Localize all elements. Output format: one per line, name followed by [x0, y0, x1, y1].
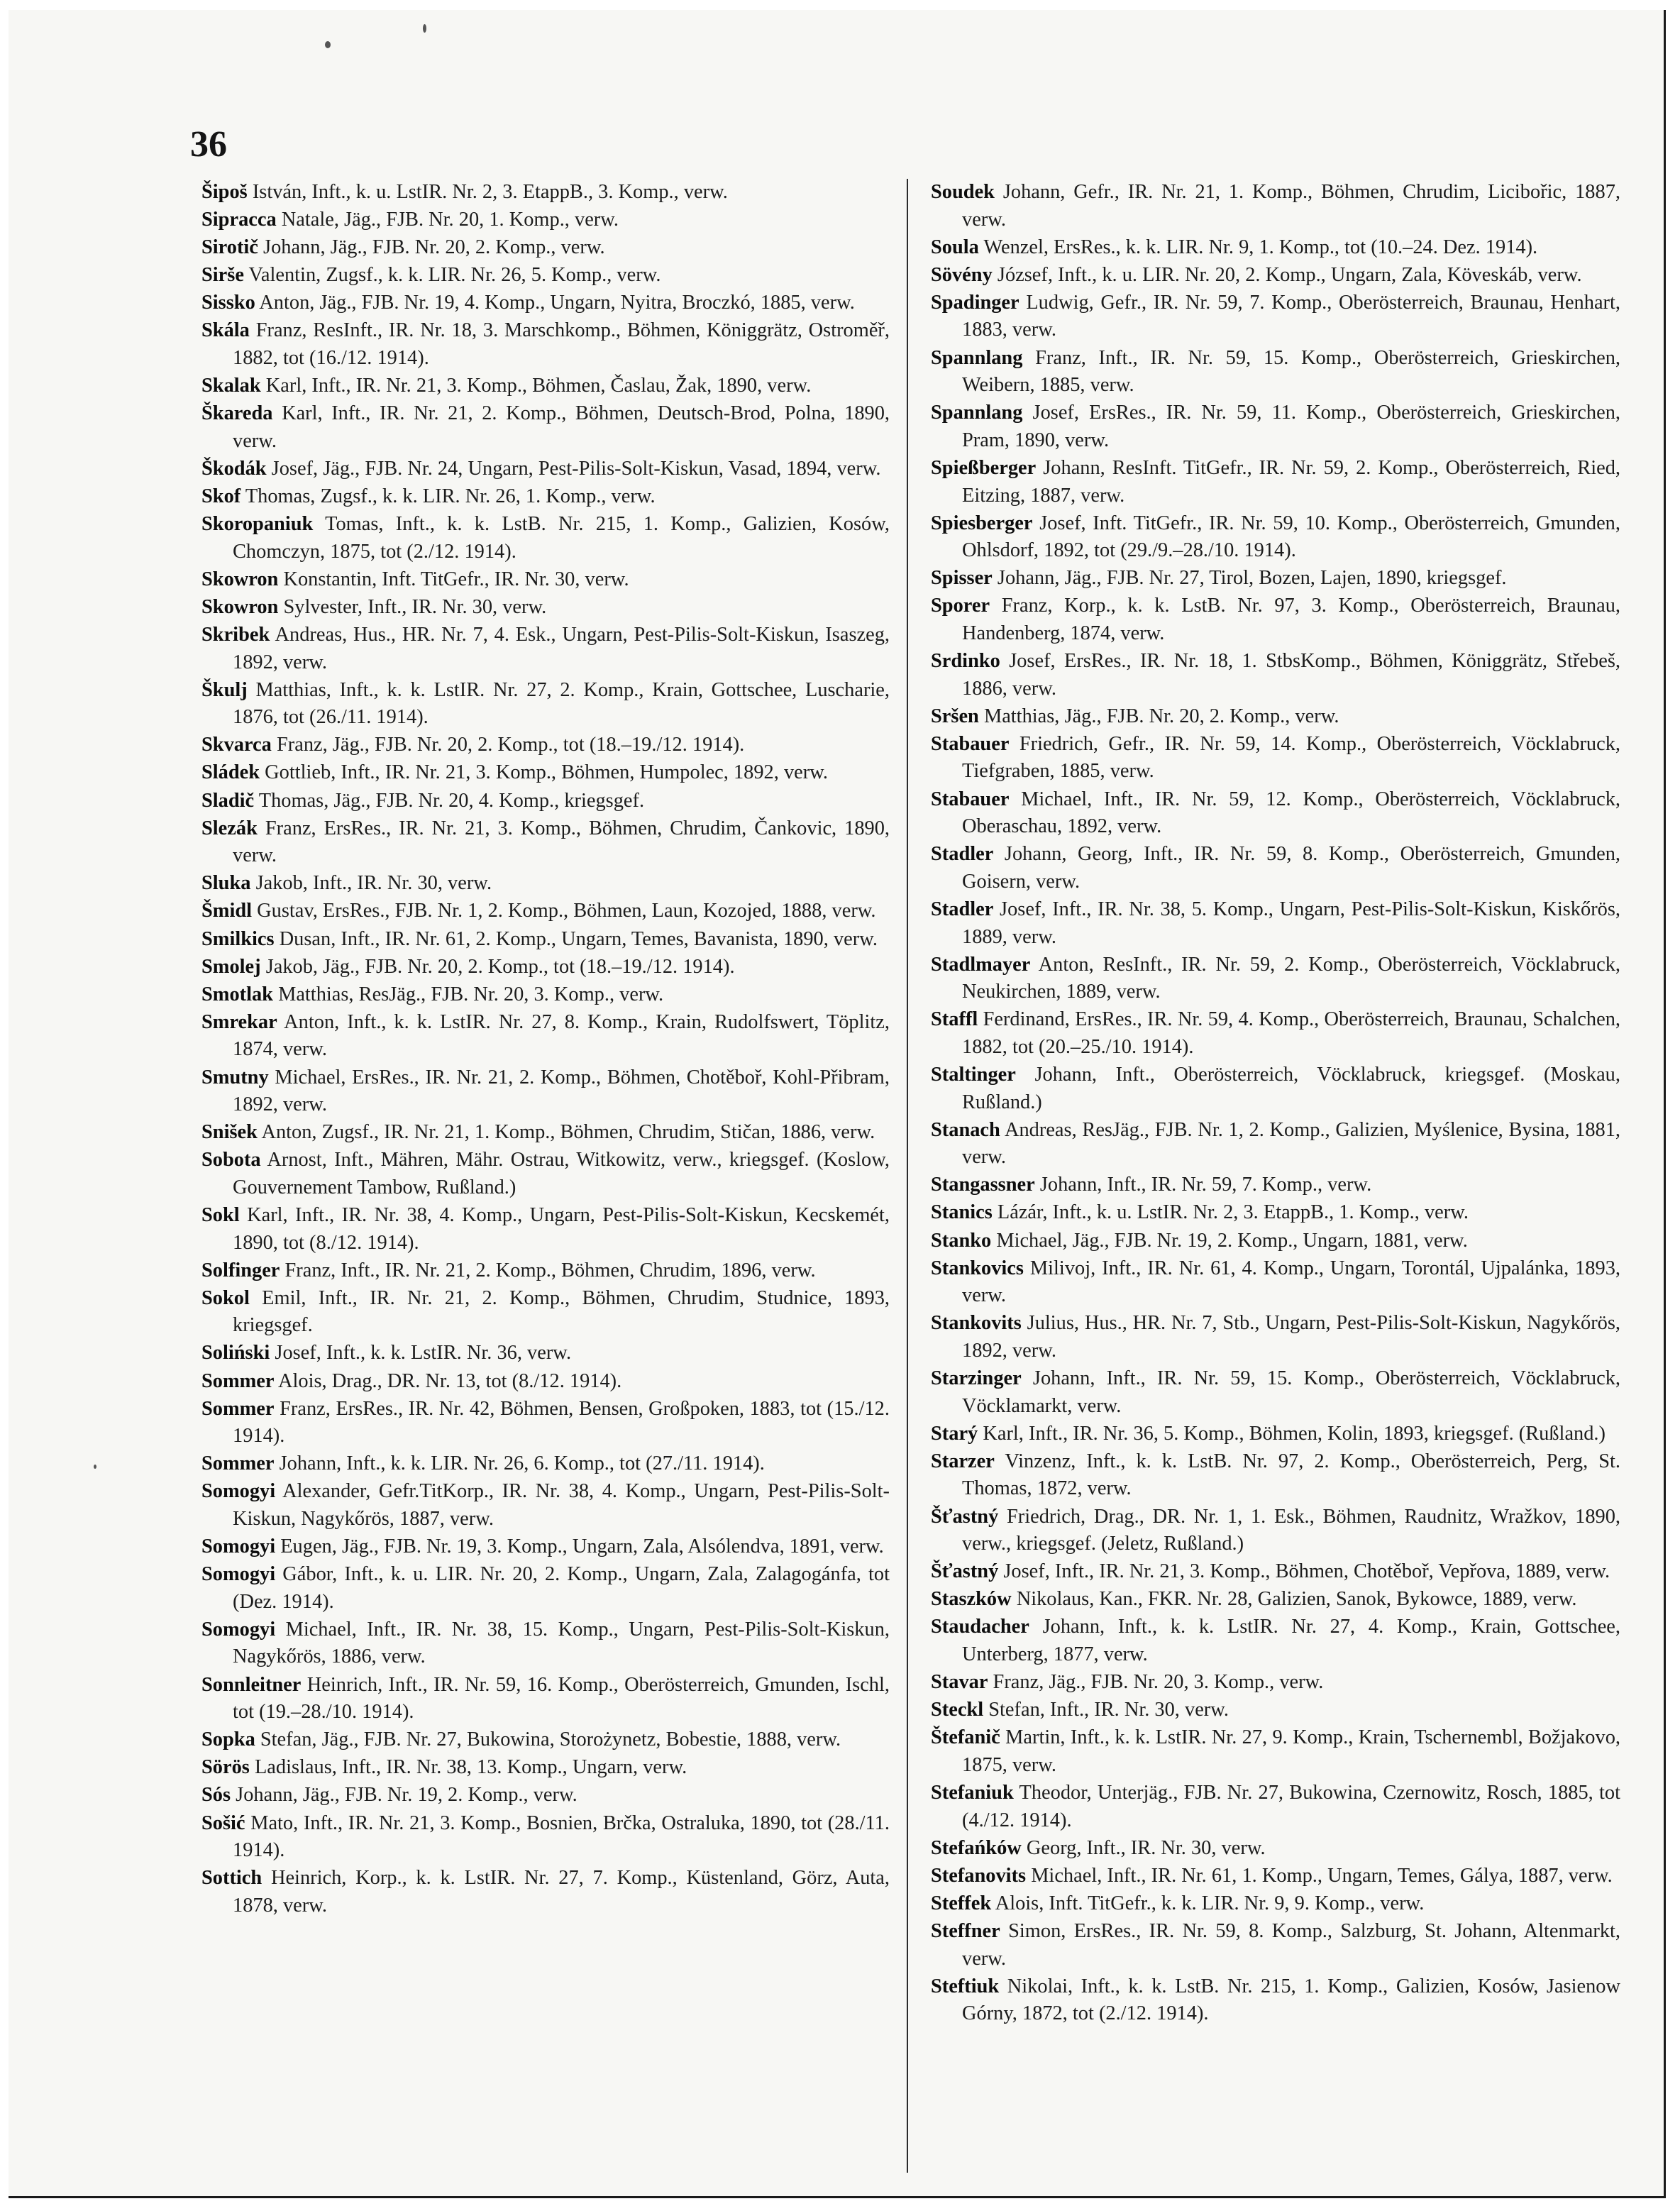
entry-details: Ferdinand, ErsRes., IR. Nr. 59, 4. Komp., Oberösterreich, Braunau, Schalchen, 1882, tot (20.–25./10. 1914). — [962, 1008, 1620, 1058]
entry-details: Sylvester, Inft., IR. Nr. 30, verw. — [283, 595, 547, 618]
entry-surname: Skribek — [201, 624, 270, 646]
entry-surname: Sottich — [201, 1867, 262, 1890]
entry-details: Johann, Jäg., FJB. Nr. 20, 2. Komp., verw. — [263, 236, 605, 259]
page-number: 36 — [190, 124, 227, 165]
register-entry — [201, 1368, 890, 1396]
entry-details: Josef, Inft. TitGefr., IR. Nr. 59, 10. Komp., Oberösterreich, Gmunden, Ohlsdorf, 1892, tot (29./9.–28./10. 1914). — [962, 512, 1620, 562]
entry-details: Johann, ResInft. TitGefr., IR. Nr. 59, 2. Komp., Oberösterreich, Ried, Eitzing, 1887, verw. — [962, 456, 1620, 507]
entry-details: Natale, Jäg., FJB. Nr. 20, 1. Komp., verw. — [281, 209, 619, 231]
entry-details: Mato, Inft., IR. Nr. 21, 3. Komp., Bosnien, Brčka, Ostraluka, 1890, tot (28./11. 1914). — [233, 1812, 890, 1862]
entry-details: Tomas, Inft., k. k. LstB. Nr. 215, 1. Komp., Galizien, Kosów, Chomczyn, 1875, tot (2./12. 1914). — [233, 513, 890, 563]
entry-surname: Somogyi — [201, 1618, 276, 1641]
entry-details: Matthias, Inft., k. k. LstIR. Nr. 27, 2. Komp., Krain, Gottschee, Luscharie, 1876, tot (26./11. 1914). — [233, 678, 890, 729]
entry-surname: Stanics — [931, 1201, 993, 1224]
register-entry — [931, 1973, 1620, 2028]
entry-details: Johann, Jäg., FJB. Nr. 27, Tirol, Bozen, Lajen, 1890, kriegsgef. — [997, 567, 1507, 590]
register-entry — [201, 1561, 890, 1616]
entry-surname: Sörös — [201, 1756, 250, 1779]
entry-surname: Sokl — [201, 1203, 240, 1226]
entry-surname: Stabauer — [931, 788, 1010, 810]
entry-surname: Šťastný — [931, 1560, 999, 1583]
register-entry — [931, 1171, 1620, 1199]
register-entry — [201, 206, 890, 234]
register-entry — [201, 1450, 890, 1478]
left-column — [201, 179, 890, 1920]
entry-details: Josef, Jäg., FJB. Nr. 24, Ungarn, Pest-Pilis-Solt-Kiskun, Vasad, 1894, verw. — [271, 457, 881, 480]
register-entry — [931, 1697, 1620, 1724]
entry-surname: Sommer — [201, 1369, 275, 1392]
entry-surname: Skowron — [201, 568, 279, 590]
register-entry — [201, 1478, 890, 1533]
register-entry — [931, 1228, 1620, 1255]
entry-surname: Škodák — [201, 457, 267, 480]
scan-speck — [325, 41, 331, 48]
entry-surname: Šťastný — [931, 1505, 999, 1528]
entry-surname: Sós — [201, 1784, 231, 1807]
register-entry — [201, 1064, 890, 1119]
entry-details: Johann, Inft., IR. Nr. 59, 15. Komp., Oberösterreich, Vöcklabruck, Vöcklamarkt, verw. — [962, 1367, 1620, 1417]
register-entry — [201, 456, 890, 483]
register-entry — [931, 1199, 1620, 1227]
entry-details: Franz, Jäg., FJB. Nr. 20, 2. Komp., tot (18.–19./12. 1914). — [276, 734, 745, 756]
entry-details: Heinrich, Korp., k. k. LstIR. Nr. 27, 7. Komp., Küstenland, Görz, Auta, 1878, verw. — [233, 1867, 890, 1917]
entry-surname: Stefanovits — [931, 1864, 1027, 1887]
entry-surname: Smolej — [201, 955, 261, 978]
entry-details: Gottlieb, Inft., IR. Nr. 21, 3. Komp., Böhmen, Humpolec, 1892, verw. — [265, 761, 828, 784]
register-entry — [931, 1890, 1620, 1918]
register-entry — [931, 1006, 1620, 1061]
entry-surname: Sonnleitner — [201, 1673, 302, 1696]
entry-surname: Skowron — [201, 595, 279, 618]
entry-surname: Skvarca — [201, 734, 272, 756]
register-entry — [201, 1782, 890, 1809]
register-entry — [201, 1672, 890, 1726]
entry-surname: Sirše — [201, 264, 244, 287]
entry-surname: Soula — [931, 236, 979, 258]
register-entry — [201, 511, 890, 566]
entry-surname: Stankovics — [931, 1257, 1024, 1279]
entry-surname: Stadlmayer — [931, 953, 1031, 976]
register-entry — [931, 1918, 1620, 1973]
entry-details: Franz, Korp., k. k. LstB. Nr. 97, 3. Komp., Oberösterreich, Braunau, Handenberg, 1874, verw. — [962, 595, 1620, 644]
register-entry — [931, 345, 1620, 399]
register-entry — [201, 732, 890, 759]
entry-details: Gábor, Inft., k. u. LIR. Nr. 20, 2. Komp., Ungarn, Zala, Zalagogánfa, tot (Dez. 1914). — [233, 1563, 890, 1613]
entry-surname: Sövény — [931, 263, 993, 286]
register-entry — [931, 1586, 1620, 1614]
entry-surname: Somogyi — [201, 1480, 276, 1503]
register-entry — [931, 234, 1620, 262]
entry-details: Thomas, Zugsf., k. k. LIR. Nr. 26, 1. Komp., verw. — [245, 485, 656, 508]
entry-surname: Sobota — [201, 1149, 261, 1171]
entry-surname: Smrekar — [201, 1010, 277, 1033]
register-entry — [201, 926, 890, 954]
entry-details: Konstantin, Inft. TitGefr., IR. Nr. 30, verw. — [283, 568, 629, 590]
register-entry — [931, 1255, 1620, 1310]
register-entry — [201, 1754, 890, 1782]
entry-details: Johann, Inft., k. k. LIR. Nr. 26, 6. Komp., tot (27./11. 1914). — [279, 1452, 765, 1475]
entry-details: Jakob, Inft., IR. Nr. 30, verw. — [255, 872, 492, 895]
register-entry — [201, 1533, 890, 1561]
entry-details: Nikolai, Inft., k. k. LstB. Nr. 215, 1. Komp., Galizien, Kosów, Jasienow Górny, 1872, tot (2./12. 1914). — [962, 1975, 1620, 2025]
register-entry — [201, 400, 890, 455]
register-entry — [931, 1669, 1620, 1697]
right-column — [931, 179, 1620, 2028]
entry-details: Eugen, Jäg., FJB. Nr. 19, 3. Komp., Ungarn, Zala, Alsólendva, 1891, verw. — [280, 1535, 884, 1558]
entry-details: Josef, Inft., IR. Nr. 21, 3. Komp., Böhmen, Chotěboř, Vepřova, 1889, verw. — [1003, 1560, 1610, 1583]
register-entry — [201, 981, 890, 1009]
entry-details: Nikolaus, Kan., FKR. Nr. 28, Galizien, Sanok, Bykowce, 1889, verw. — [1016, 1588, 1577, 1611]
entry-details: Franz, Jäg., FJB. Nr. 20, 3. Komp., verw. — [993, 1671, 1324, 1694]
register-entry — [201, 1810, 890, 1865]
scan-speck — [423, 24, 426, 33]
register-entry — [931, 1365, 1620, 1420]
entry-details: Karl, Inft., IR. Nr. 38, 4. Komp., Ungarn, Pest-Pilis-Solt-Kiskun, Kecskemét, 1890, tot (8./12. 1914). — [233, 1203, 890, 1254]
entry-surname: Sirotič — [201, 236, 258, 259]
register-entry — [201, 290, 890, 317]
entry-surname: Steckl — [931, 1699, 984, 1721]
entry-surname: Stanach — [931, 1118, 1000, 1141]
entry-details: Karl, Inft., IR. Nr. 36, 5. Komp., Böhmen, Kolin, 1893, kriegsgef. (Rußland.) — [983, 1422, 1606, 1445]
register-entry — [201, 234, 890, 262]
register-entry — [201, 1202, 890, 1257]
entry-surname: Starzinger — [931, 1367, 1022, 1390]
entry-surname: Soliński — [201, 1342, 270, 1364]
entry-surname: Stadler — [931, 843, 994, 866]
register-entry — [931, 786, 1620, 841]
register-entry — [931, 1724, 1620, 1779]
entry-surname: Somogyi — [201, 1535, 276, 1558]
entry-details: Jakob, Jäg., FJB. Nr. 20, 2. Komp., tot (18.–19./12. 1914). — [265, 955, 735, 978]
register-entry — [931, 731, 1620, 785]
register-entry — [201, 262, 890, 290]
entry-details: Johann, Inft., Oberösterreich, Vöcklabruck, kriegsgef. (Moskau, Rußland.) — [962, 1064, 1620, 1113]
entry-details: Michael, Inft., IR. Nr. 59, 12. Komp., Oberösterreich, Vöcklabruck, Oberaschau, 1892, verw. — [962, 788, 1620, 838]
entry-surname: Skalak — [201, 375, 261, 397]
entry-surname: Štefanič — [931, 1726, 1000, 1749]
entry-surname: Snišek — [201, 1121, 258, 1144]
entry-surname: Skála — [201, 319, 250, 342]
entry-surname: Spiesberger — [931, 512, 1033, 534]
register-entry — [931, 1310, 1620, 1364]
entry-surname: Stanko — [931, 1229, 992, 1252]
register-entry — [201, 1396, 890, 1450]
register-entry — [931, 1835, 1620, 1863]
entry-details: Milivoj, Inft., IR. Nr. 61, 4. Komp., Ungarn, Torontál, Ujpalánka, 1893, verw. — [962, 1257, 1620, 1307]
register-entry — [931, 179, 1620, 233]
register-entry — [931, 952, 1620, 1006]
entry-surname: Steftiuk — [931, 1975, 1000, 1997]
entry-surname: Staszków — [931, 1588, 1012, 1611]
entry-surname: Sopka — [201, 1728, 255, 1751]
entry-details: Gustav, ErsRes., FJB. Nr. 1, 2. Komp., Böhmen, Laun, Kozojed, 1888, verw. — [257, 900, 876, 922]
register-entry — [201, 788, 890, 815]
register-entry — [201, 373, 890, 400]
column-divider — [907, 179, 908, 2173]
register-entry — [931, 1448, 1620, 1503]
entry-details: Alexander, Gefr.TitKorp., IR. Nr. 38, 4. Komp., Ungarn, Pest-Pilis-Solt-Kiskun, Nagykőrös, 1887, verw. — [233, 1480, 890, 1530]
register-entry — [201, 759, 890, 787]
entry-details: Anton, ResInft., IR. Nr. 59, 2. Komp., Oberösterreich, Vöcklabruck, Neukirchen, 1889, verw. — [962, 953, 1621, 1003]
entry-surname: Sporer — [931, 595, 990, 617]
entry-surname: Stabauer — [931, 732, 1010, 755]
entry-details: Anton, Zugsf., IR. Nr. 21, 1. Komp., Böhmen, Chrudim, Stičan, 1886, verw. — [261, 1121, 875, 1144]
entry-surname: Skof — [201, 485, 241, 508]
register-entry — [201, 954, 890, 981]
entry-surname: Stankovits — [931, 1312, 1022, 1335]
register-entry — [931, 455, 1620, 509]
entry-details: Johann, Inft., IR. Nr. 59, 7. Komp., verw. — [1039, 1174, 1372, 1196]
entry-surname: Spadinger — [931, 291, 1019, 314]
entry-surname: Sommer — [201, 1452, 275, 1475]
entry-details: Franz, Inft., IR. Nr. 59, 15. Komp., Oberösterreich, Grieskirchen, Weibern, 1885, verw. — [962, 346, 1620, 397]
register-entry — [201, 483, 890, 511]
entry-details: Andreas, Hus., HR. Nr. 7, 4. Esk., Ungarn, Pest-Pilis-Solt-Kiskun, Isaszeg, 1892, verw. — [233, 624, 890, 673]
entry-details: Thomas, Jäg., FJB. Nr. 20, 4. Komp., kriegsgef. — [258, 789, 645, 812]
entry-details: Franz, ErsRes., IR. Nr. 42, Böhmen, Bensen, Großpoken, 1883, tot (15./12. 1914). — [233, 1397, 890, 1448]
register-entry — [931, 1504, 1620, 1558]
register-entry — [201, 317, 890, 372]
entry-details: Johann, Georg, Inft., IR. Nr. 59, 8. Komp., Oberösterreich, Gmunden, Goisern, verw. — [962, 843, 1620, 893]
register-entry — [201, 594, 890, 622]
entry-surname: Srdinko — [931, 650, 1000, 673]
register-entry — [931, 565, 1620, 592]
entry-surname: Sipracca — [201, 209, 277, 231]
entry-details: Josef, ErsRes., IR. Nr. 59, 11. Komp., Oberösterreich, Grieskirchen, Pram, 1890, verw. — [962, 402, 1620, 451]
entry-surname: Šmidl — [201, 900, 253, 922]
entry-surname: Solfinger — [201, 1259, 280, 1281]
entry-surname: Sladič — [201, 789, 255, 812]
entry-details: Josef, Inft., IR. Nr. 38, 5. Komp., Ungarn, Pest-Pilis-Solt-Kiskun, Kiskőrös, 1889, verw. — [962, 898, 1620, 948]
entry-surname: Staltinger — [931, 1064, 1016, 1086]
register-entry — [201, 870, 890, 898]
entry-details: Ludwig, Gefr., IR. Nr. 59, 7. Komp., Oberösterreich, Braunau, Henhart, 1883, verw. — [962, 291, 1620, 341]
entry-surname: Stavar — [931, 1671, 988, 1694]
entry-details: Ladislaus, Inft., IR. Nr. 38, 13. Komp., Ungarn, verw. — [254, 1756, 687, 1779]
register-entry — [201, 622, 890, 676]
entry-details: Simon, ErsRes., IR. Nr. 59, 8. Komp., Salzburg, St. Johann, Altenmarkt, verw. — [962, 1919, 1620, 1970]
entry-surname: Steffek — [931, 1892, 992, 1914]
entry-details: Emil, Inft., IR. Nr. 21, 2. Komp., Böhmen, Chrudim, Studnice, 1893, kriegsgef. — [233, 1286, 890, 1337]
register-entry — [931, 592, 1620, 647]
entry-details: Matthias, Jäg., FJB. Nr. 20, 2. Komp., verw. — [983, 705, 1339, 727]
entry-surname: Stefańków — [931, 1836, 1022, 1859]
register-entry — [931, 1062, 1620, 1116]
entry-surname: Stefaniuk — [931, 1781, 1014, 1804]
entry-surname: Škulj — [201, 678, 248, 701]
entry-surname: Slezák — [201, 817, 258, 839]
entry-details: Matthias, ResJäg., FJB. Nr. 20, 3. Komp., verw. — [278, 983, 664, 1005]
register-entry — [931, 262, 1620, 290]
entry-surname: Spießberger — [931, 456, 1037, 479]
entry-details: Friedrich, Gefr., IR. Nr. 59, 14. Komp., Oberösterreich, Vöcklabruck, Tiefgraben, 1885, verw. — [962, 732, 1620, 783]
register-entry — [931, 1863, 1620, 1890]
entry-surname: Sommer — [201, 1397, 275, 1420]
entry-details: Karl, Inft., IR. Nr. 21, 2. Komp., Böhmen, Deutsch-Brod, Polna, 1890, verw. — [233, 402, 890, 452]
entry-surname: Sissko — [201, 292, 255, 314]
entry-details: Johann, Gefr., IR. Nr. 21, 1. Komp., Böhmen, Chrudim, Licibořic, 1887, verw. — [962, 181, 1620, 231]
entry-details: Martin, Inft., k. k. LstIR. Nr. 27, 9. Komp., Krain, Tschernembl, Božjakovo, 1875, verw. — [962, 1726, 1620, 1776]
entry-details: Stefan, Inft., IR. Nr. 30, verw. — [988, 1699, 1229, 1721]
entry-details: Vinzenz, Inft., k. k. LstB. Nr. 97, 2. Komp., Oberösterreich, Perg, St. Thomas, 1872, verw. — [962, 1450, 1620, 1500]
entry-surname: Spisser — [931, 567, 993, 590]
entry-surname: Škareda — [201, 402, 273, 425]
register-entry — [931, 1117, 1620, 1171]
entry-details: István, Inft., k. u. LstIR. Nr. 2, 3. EtappB., 3. Komp., verw. — [252, 181, 728, 203]
entry-surname: Sluka — [201, 872, 251, 895]
register-entry — [201, 677, 890, 732]
entry-details: Wenzel, ErsRes., k. k. LIR. Nr. 9, 1. Komp., tot (10.–24. Dez. 1914). — [983, 236, 1538, 258]
register-entry — [201, 1257, 890, 1285]
register-entry — [931, 510, 1620, 565]
entry-details: Josef, ErsRes., IR. Nr. 18, 1. StbsKomp., Böhmen, Königgrätz, Střebeš, 1886, verw. — [962, 650, 1620, 700]
entry-details: Michael, Inft., IR. Nr. 38, 15. Komp., Ungarn, Pest-Pilis-Solt-Kiskun, Nagykőrös, 1886, verw. — [233, 1618, 890, 1668]
entry-surname: Smutny — [201, 1066, 269, 1088]
entry-details: József, Inft., k. u. LIR. Nr. 20, 2. Komp., Ungarn, Zala, Köveskáb, verw. — [997, 263, 1582, 286]
entry-surname: Spannlang — [931, 402, 1023, 424]
register-entry — [201, 1616, 890, 1671]
entry-details: Karl, Inft., IR. Nr. 21, 3. Komp., Böhmen, Časlau, Žak, 1890, verw. — [265, 375, 812, 397]
entry-details: Valentin, Zugsf., k. k. LIR. Nr. 26, 5. Komp., verw. — [248, 264, 661, 287]
register-entry — [201, 1009, 890, 1064]
entry-surname: Sošić — [201, 1812, 245, 1834]
entry-details: Alois, Drag., DR. Nr. 13, tot (8./12. 1914). — [278, 1369, 622, 1392]
entry-surname: Stangassner — [931, 1174, 1035, 1196]
entry-surname: Steffner — [931, 1919, 1000, 1942]
entry-surname: Somogyi — [201, 1563, 276, 1586]
register-entry — [201, 1285, 890, 1340]
register-entry — [201, 566, 890, 594]
register-entry — [201, 1726, 890, 1754]
entry-surname: Soudek — [931, 181, 995, 203]
register-entry — [931, 648, 1620, 702]
entry-surname: Sokol — [201, 1286, 250, 1309]
register-entry — [201, 815, 890, 870]
entry-details: Michael, Jäg., FJB. Nr. 19, 2. Komp., Ungarn, 1881, verw. — [996, 1229, 1468, 1252]
entry-surname: Šipoš — [201, 181, 248, 203]
register-entry — [201, 1147, 890, 1201]
entry-surname: Smotlak — [201, 983, 273, 1005]
register-entry — [931, 896, 1620, 951]
entry-details: Michael, Inft., IR. Nr. 61, 1. Komp., Ungarn, Temes, Gálya, 1887, verw. — [1031, 1864, 1613, 1887]
scan-speck — [94, 1465, 96, 1469]
register-entry — [201, 1340, 890, 1367]
entry-details: Friedrich, Drag., DR. Nr. 1, 1. Esk., Böhmen, Raudnitz, Wražkov, 1890, verw., kriegsgef. (Jeletz, Rußland.) — [962, 1505, 1620, 1555]
register-entry — [931, 703, 1620, 731]
register-entry — [201, 1865, 890, 1919]
entry-surname: Skoropaniuk — [201, 513, 314, 536]
entry-details: Alois, Inft. TitGefr., k. k. LIR. Nr. 9, 9. Komp., verw. — [995, 1892, 1425, 1914]
entry-details: Julius, Hus., HR. Nr. 7, Stb., Ungarn, Pest-Pilis-Solt-Kiskun, Nagykőrös, 1892, verw. — [962, 1312, 1620, 1362]
entry-details: Franz, Inft., IR. Nr. 21, 2. Komp., Böhmen, Chrudim, 1896, verw. — [284, 1259, 816, 1281]
entry-surname: Starý — [931, 1422, 978, 1445]
entry-surname: Sládek — [201, 761, 260, 784]
register-entry — [931, 841, 1620, 895]
register-entry — [931, 1614, 1620, 1668]
entry-details: Josef, Inft., k. k. LstIR. Nr. 36, verw. — [275, 1342, 572, 1364]
entry-details: Theodor, Unterjäg., FJB. Nr. 27, Bukowina, Czernowitz, Rosch, 1885, tot (4./12. 1914). — [962, 1781, 1620, 1831]
entry-surname: Stadler — [931, 898, 994, 920]
register-entry — [931, 1780, 1620, 1834]
entry-surname: Spannlang — [931, 346, 1023, 369]
register-entry — [931, 1421, 1620, 1448]
entry-details: Anton, Jäg., FJB. Nr. 19, 4. Komp., Ungarn, Nyitra, Broczkó, 1885, verw. — [259, 292, 855, 314]
entry-details: Anton, Inft., k. k. LstIR. Nr. 27, 8. Komp., Krain, Rudolfswert, Töplitz, 1874, verw. — [233, 1010, 890, 1061]
entry-details: Johann, Jäg., FJB. Nr. 19, 2. Komp., verw. — [236, 1784, 578, 1807]
entry-surname: Smilkics — [201, 927, 275, 950]
entry-details: Franz, ErsRes., IR. Nr. 21, 3. Komp., Böhmen, Chrudim, Čankovic, 1890, verw. — [233, 817, 890, 867]
page-scan — [9, 10, 1666, 2198]
entry-details: Arnost, Inft., Mähren, Mähr. Ostrau, Witkowitz, verw., kriegsgef. (Koslow, Gouvernement Tambow, Rußland.) — [233, 1149, 890, 1198]
register-entry — [931, 399, 1620, 454]
entry-details: Michael, ErsRes., IR. Nr. 21, 2. Komp., Böhmen, Chotěboř, Kohl-Přibram, 1892, verw. — [233, 1066, 890, 1116]
register-entry — [201, 1119, 890, 1147]
entry-details: Dusan, Inft., IR. Nr. 61, 2. Komp., Ungarn, Temes, Bavanista, 1890, verw. — [279, 927, 878, 950]
entry-details: Lázár, Inft., k. u. LstIR. Nr. 2, 3. EtappB., 1. Komp., verw. — [997, 1201, 1469, 1224]
entry-details: Johann, Inft., k. k. LstIR. Nr. 27, 4. Komp., Krain, Gottschee, Unterberg, 1877, verw. — [962, 1616, 1620, 1665]
entry-details: Franz, ResInft., IR. Nr. 18, 3. Marschkomp., Böhmen, Königgrätz, Ostroměř, 1882, tot (16./12. 1914). — [233, 319, 890, 370]
entry-surname: Staudacher — [931, 1616, 1029, 1638]
entry-details: Heinrich, Inft., IR. Nr. 59, 16. Komp., Oberösterreich, Gmunden, Ischl, tot (19.–28./10. 1914). — [233, 1673, 890, 1724]
entry-surname: Staffl — [931, 1008, 978, 1031]
entry-surname: Starzer — [931, 1450, 995, 1472]
register-entry — [201, 179, 890, 206]
entry-surname: Sršen — [931, 705, 979, 727]
entry-details: Stefan, Jäg., FJB. Nr. 27, Bukowina, Storożynetz, Bobestie, 1888, verw. — [260, 1728, 841, 1751]
register-entry — [201, 898, 890, 925]
entry-details: Georg, Inft., IR. Nr. 30, verw. — [1026, 1836, 1266, 1859]
register-entry — [931, 1558, 1620, 1586]
register-entry — [931, 290, 1620, 344]
entry-details: Andreas, ResJäg., FJB. Nr. 1, 2. Komp., Galizien, Myślenice, Bysina, 1881, verw. — [962, 1118, 1621, 1169]
